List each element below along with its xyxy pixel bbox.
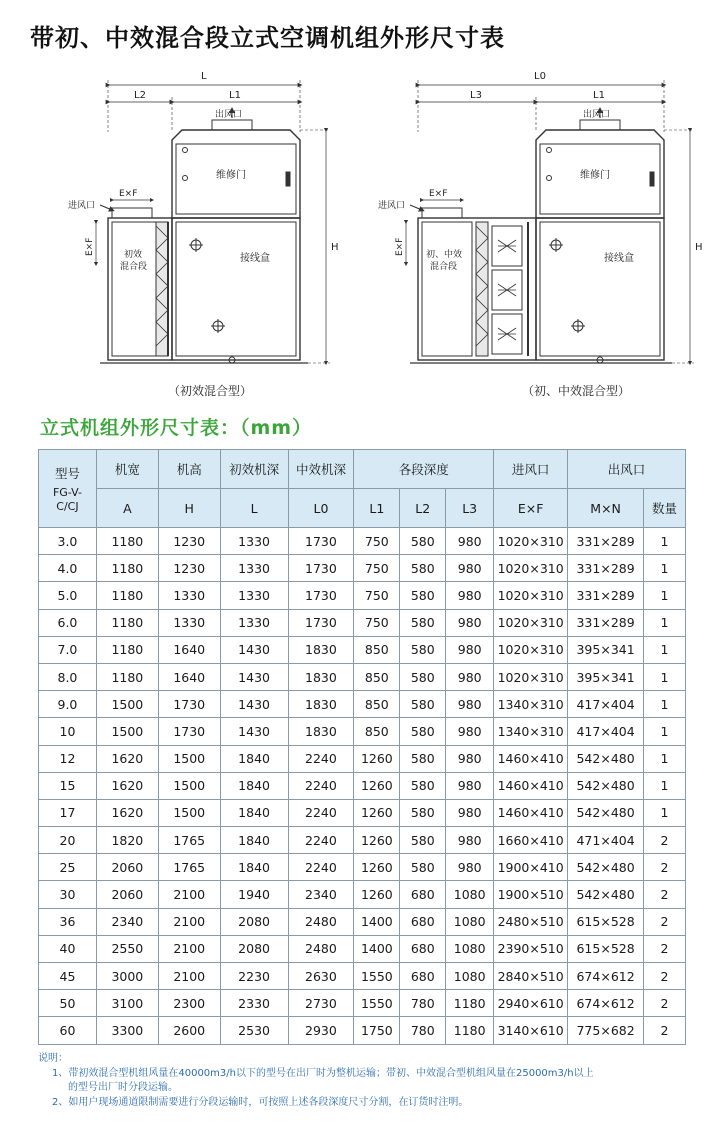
header-width: 机宽 [96, 450, 158, 489]
table-cell: 1080 [446, 935, 494, 962]
table-cell: 674×612 [568, 963, 644, 990]
table-cell: 2240 [288, 854, 354, 881]
table-cell: 1330 [220, 528, 288, 555]
table-cell: 1330 [158, 609, 220, 636]
table-cell: 1460×410 [494, 745, 568, 772]
unit-drawings [0, 60, 720, 405]
table-cell: 2240 [288, 799, 354, 826]
table-row [39, 963, 686, 990]
table-cell: 750 [354, 555, 400, 582]
table-row [39, 935, 686, 962]
outlet-label: 出风口 [215, 110, 243, 120]
table-cell: 580 [400, 772, 446, 799]
table-cell: 680 [400, 908, 446, 935]
table-cell: 2060 [96, 854, 158, 881]
table-cell: 542×480 [568, 854, 644, 881]
table-cell: 680 [400, 935, 446, 962]
table-cell: 1730 [288, 582, 354, 609]
table-row [39, 582, 686, 609]
header-MxN: M×N [568, 489, 644, 528]
table-cell: 2 [644, 881, 686, 908]
table-cell: 1180 [96, 555, 158, 582]
header-L0: L0 [288, 489, 354, 528]
table-cell: 1900×410 [494, 854, 568, 881]
table-cell: 1 [644, 636, 686, 663]
dim-H: H [695, 242, 703, 253]
table-cell: 1840 [220, 799, 288, 826]
table-cell: 980 [446, 636, 494, 663]
table-cell: 850 [354, 691, 400, 718]
table-cell: 10 [39, 718, 97, 745]
table-cell: 2240 [288, 745, 354, 772]
table-cell: 1830 [288, 718, 354, 745]
table-cell: 2 [644, 963, 686, 990]
table-cell: 680 [400, 881, 446, 908]
table-cell: 1830 [288, 663, 354, 690]
table-row [39, 772, 686, 799]
table-cell: 1230 [158, 528, 220, 555]
table-cell: 2100 [158, 963, 220, 990]
table-cell: 1730 [288, 609, 354, 636]
mix-label-1: 初效 [124, 250, 143, 260]
dim-L0: L0 [534, 71, 546, 82]
table-cell: 1640 [158, 663, 220, 690]
table-cell: 1 [644, 799, 686, 826]
table-cell: 750 [354, 582, 400, 609]
exf-label: E×F [119, 189, 138, 199]
table-cell: 2 [644, 827, 686, 854]
note-2: 2、如用户现场通道限制需要进行分段运输时，可按照上述各段深度尺寸分割，在订货时注明。 [52, 1096, 469, 1108]
exf-vertical-label: E×F [85, 237, 95, 256]
table-cell: 2 [644, 908, 686, 935]
dim-L1: L1 [229, 90, 241, 101]
table-cell: 2930 [288, 1017, 354, 1044]
mix-label-2: 混合段 [120, 262, 148, 272]
table-body [39, 528, 686, 1045]
dimension-table [38, 449, 686, 1045]
table-cell: 542×480 [568, 881, 644, 908]
header-L: L [220, 489, 288, 528]
table-cell: 1 [644, 609, 686, 636]
right-caption: （初、中效混合型） [522, 384, 631, 398]
table-row [39, 609, 686, 636]
table-cell: 1500 [96, 691, 158, 718]
table-cell: 1020×310 [494, 609, 568, 636]
table-cell: 2300 [158, 990, 220, 1017]
table-cell: 2340 [288, 881, 354, 908]
table-cell: 680 [400, 963, 446, 990]
table-row [39, 528, 686, 555]
table-subtitle: 立式机组外形尺寸表：（mm） [40, 417, 313, 439]
table-cell: 580 [400, 528, 446, 555]
table-cell: 60 [39, 1017, 97, 1044]
table-cell: 2630 [288, 963, 354, 990]
table-row [39, 745, 686, 772]
table-cell: 580 [400, 609, 446, 636]
table-cell: 1330 [158, 582, 220, 609]
header-model [39, 450, 97, 528]
table-cell: 1730 [158, 691, 220, 718]
exf-vertical-label: E×F [395, 237, 405, 256]
table-cell: 1940 [220, 881, 288, 908]
table-cell: 1020×310 [494, 528, 568, 555]
table-cell: 780 [400, 1017, 446, 1044]
header-model-label: 型号 [54, 465, 80, 481]
table-cell: 3300 [96, 1017, 158, 1044]
table-cell: 2080 [220, 908, 288, 935]
table-row [39, 854, 686, 881]
table-cell: 850 [354, 718, 400, 745]
dim-L: L [201, 71, 207, 82]
table-cell: 750 [354, 609, 400, 636]
table-cell: 2480×510 [494, 908, 568, 935]
header-L2: L2 [400, 489, 446, 528]
table-cell: 980 [446, 555, 494, 582]
table-cell: 1080 [446, 963, 494, 990]
mix-label-2: 混合段 [430, 262, 458, 272]
model-code: FG-V-C/CJ [52, 485, 82, 513]
table-cell: 1840 [220, 827, 288, 854]
table-cell: 980 [446, 745, 494, 772]
table-cell: 2940×610 [494, 990, 568, 1017]
table-cell: 1500 [96, 718, 158, 745]
table-cell: 2 [644, 854, 686, 881]
table-cell: 980 [446, 582, 494, 609]
header-height: 机高 [158, 450, 220, 489]
table-cell: 417×404 [568, 691, 644, 718]
table-cell: 1430 [220, 691, 288, 718]
mix-label-1: 初、中效 [426, 250, 463, 260]
header-medium-depth: 中效机深 [288, 450, 354, 489]
table-cell: 2240 [288, 772, 354, 799]
table-cell: 1830 [288, 691, 354, 718]
table-cell: 8.0 [39, 663, 97, 690]
table-cell: 1620 [96, 745, 158, 772]
table-cell: 9.0 [39, 691, 97, 718]
table-cell: 1765 [158, 854, 220, 881]
table-cell: 1020×310 [494, 636, 568, 663]
table-cell: 36 [39, 908, 97, 935]
table-row [39, 718, 686, 745]
table-cell: 2730 [288, 990, 354, 1017]
notes-heading: 说明： [38, 1053, 68, 1064]
table-cell: 1180 [96, 636, 158, 663]
door-label: 维修门 [216, 170, 246, 181]
table-cell: 5.0 [39, 582, 97, 609]
table-cell: 2080 [220, 935, 288, 962]
header-A: A [96, 489, 158, 528]
table-cell: 542×480 [568, 772, 644, 799]
table-cell: 850 [354, 663, 400, 690]
table-cell: 580 [400, 555, 446, 582]
table-row [39, 555, 686, 582]
table-cell: 1020×310 [494, 555, 568, 582]
table-cell: 1260 [354, 827, 400, 854]
table-cell: 580 [400, 636, 446, 663]
table-cell: 775×682 [568, 1017, 644, 1044]
table-cell: 2330 [220, 990, 288, 1017]
table-cell: 1820 [96, 827, 158, 854]
table-cell: 395×341 [568, 663, 644, 690]
table-cell: 1500 [158, 799, 220, 826]
junction-box-label: 接线盒 [240, 253, 270, 264]
table-cell: 615×528 [568, 935, 644, 962]
table-cell: 1260 [354, 745, 400, 772]
header-L1: L1 [354, 489, 400, 528]
table-cell: 1840 [220, 854, 288, 881]
table-cell: 1730 [158, 718, 220, 745]
table-cell: 1730 [288, 555, 354, 582]
table-row [39, 881, 686, 908]
table-cell: 2230 [220, 963, 288, 990]
table-cell: 3.0 [39, 528, 97, 555]
table-cell: 1660×410 [494, 827, 568, 854]
table-cell: 980 [446, 827, 494, 854]
table-cell: 395×341 [568, 636, 644, 663]
table-cell: 580 [400, 718, 446, 745]
table-cell: 1180 [96, 609, 158, 636]
header-H: H [158, 489, 220, 528]
table-cell: 1080 [446, 908, 494, 935]
table-cell: 1840 [220, 772, 288, 799]
table-cell: 6.0 [39, 609, 97, 636]
table-cell: 20 [39, 827, 97, 854]
table-cell: 1260 [354, 854, 400, 881]
table-row [39, 636, 686, 663]
inlet-label: 进风口 [68, 201, 96, 211]
header-section-depth: 各段深度 [354, 450, 494, 489]
table-cell: 674×612 [568, 990, 644, 1017]
table-cell: 1020×310 [494, 582, 568, 609]
table-cell: 1 [644, 772, 686, 799]
header-qty: 数量 [644, 489, 686, 528]
table-cell: 1830 [288, 636, 354, 663]
table-cell: 1180 [96, 528, 158, 555]
table-cell: 2060 [96, 881, 158, 908]
table-cell: 1430 [220, 718, 288, 745]
table-cell: 1180 [96, 582, 158, 609]
table-cell: 980 [446, 799, 494, 826]
left-caption: （初效混合型） [168, 384, 253, 398]
table-cell: 7.0 [39, 636, 97, 663]
door-label: 维修门 [580, 170, 610, 181]
table-cell: 1260 [354, 772, 400, 799]
table-cell: 980 [446, 691, 494, 718]
table-cell: 1 [644, 718, 686, 745]
table-cell: 1430 [220, 663, 288, 690]
table-cell: 980 [446, 718, 494, 745]
header-L3: L3 [446, 489, 494, 528]
dim-L1: L1 [593, 90, 605, 101]
table-cell: 1765 [158, 827, 220, 854]
dim-H: H [331, 242, 339, 253]
table-row [39, 827, 686, 854]
header-ExF: E×F [494, 489, 568, 528]
table-row [39, 990, 686, 1017]
notes [38, 1052, 594, 1110]
table-cell: 1640 [158, 636, 220, 663]
table-cell: 1460×410 [494, 772, 568, 799]
table-cell: 1400 [354, 908, 400, 935]
table-cell: 580 [400, 582, 446, 609]
left-drawing [96, 80, 330, 363]
table-cell: 1730 [288, 528, 354, 555]
table-subheader-row [39, 489, 686, 528]
table-cell: 980 [446, 609, 494, 636]
table-cell: 17 [39, 799, 97, 826]
table-cell: 2480 [288, 935, 354, 962]
inlet-label: 进风口 [378, 201, 406, 211]
table-cell: 580 [400, 691, 446, 718]
table-cell: 1340×310 [494, 718, 568, 745]
table-cell: 331×289 [568, 609, 644, 636]
table-cell: 980 [446, 663, 494, 690]
table-cell: 850 [354, 636, 400, 663]
table-cell: 542×480 [568, 799, 644, 826]
table-cell: 3140×610 [494, 1017, 568, 1044]
table-cell: 471×404 [568, 827, 644, 854]
table-cell: 1080 [446, 881, 494, 908]
table-cell: 980 [446, 854, 494, 881]
table-cell: 2480 [288, 908, 354, 935]
table-cell: 1 [644, 663, 686, 690]
table-cell: 50 [39, 990, 97, 1017]
table-cell: 542×480 [568, 745, 644, 772]
table-row [39, 691, 686, 718]
table-cell: 580 [400, 854, 446, 881]
table-cell: 1620 [96, 799, 158, 826]
table-cell: 1 [644, 745, 686, 772]
table-cell: 1500 [158, 745, 220, 772]
table-cell: 331×289 [568, 582, 644, 609]
junction-box-label: 接线盒 [604, 253, 634, 264]
table-cell: 2 [644, 935, 686, 962]
table-cell: 1550 [354, 990, 400, 1017]
table-cell: 615×528 [568, 908, 644, 935]
table-cell: 1750 [354, 1017, 400, 1044]
table-cell: 1180 [96, 663, 158, 690]
table-cell: 1550 [354, 963, 400, 990]
header-inlet: 进风口 [494, 450, 568, 489]
table-cell: 1 [644, 582, 686, 609]
page-title: 带初、中效混合段立式空调机组外形尺寸表 [30, 24, 505, 52]
table-cell: 1400 [354, 935, 400, 962]
table-cell: 1 [644, 528, 686, 555]
table-cell: 1900×510 [494, 881, 568, 908]
table-cell: 2100 [158, 908, 220, 935]
table-cell: 1840 [220, 745, 288, 772]
table-cell: 331×289 [568, 528, 644, 555]
table-row [39, 908, 686, 935]
table-cell: 780 [400, 990, 446, 1017]
table-cell: 331×289 [568, 555, 644, 582]
table-cell: 1330 [220, 609, 288, 636]
table-cell: 2390×510 [494, 935, 568, 962]
dim-L2: L2 [134, 90, 146, 101]
table-cell: 1230 [158, 555, 220, 582]
table-cell: 1430 [220, 636, 288, 663]
table-cell: 1260 [354, 799, 400, 826]
outlet-label: 出风口 [583, 110, 611, 120]
table-cell: 15 [39, 772, 97, 799]
table-cell: 580 [400, 799, 446, 826]
table-cell: 40 [39, 935, 97, 962]
table-row [39, 799, 686, 826]
table-cell: 2 [644, 990, 686, 1017]
table-cell: 1020×310 [494, 663, 568, 690]
table-cell: 2550 [96, 935, 158, 962]
table-cell: 4.0 [39, 555, 97, 582]
table-cell: 2840×510 [494, 963, 568, 990]
dim-L3: L3 [470, 90, 482, 101]
table-cell: 2 [644, 1017, 686, 1044]
table-cell: 1330 [220, 555, 288, 582]
table-cell: 1460×410 [494, 799, 568, 826]
note-1-cont: 的型号出厂时分段运输。 [68, 1082, 178, 1093]
table-header-row [39, 450, 686, 489]
table-cell: 417×404 [568, 718, 644, 745]
table-cell: 750 [354, 528, 400, 555]
table-row [39, 1017, 686, 1044]
table-cell: 45 [39, 963, 97, 990]
table-cell: 1260 [354, 881, 400, 908]
table-cell: 2100 [158, 935, 220, 962]
table-cell: 1340×310 [494, 691, 568, 718]
table-cell: 2530 [220, 1017, 288, 1044]
table-cell: 580 [400, 827, 446, 854]
table-cell: 25 [39, 854, 97, 881]
table-cell: 1330 [220, 582, 288, 609]
exf-label: E×F [429, 189, 448, 199]
table-cell: 1 [644, 555, 686, 582]
header-outlet: 出风口 [568, 450, 686, 489]
table-cell: 980 [446, 772, 494, 799]
table-cell: 980 [446, 528, 494, 555]
note-1: 1、带初效混合型机组风量在40000m3/h以下的型号在出厂时为整机运输；带初、中效混合型机组风量在25000m3/h以上 [52, 1067, 594, 1079]
right-drawing [406, 80, 694, 363]
table-cell: 1 [644, 691, 686, 718]
table-cell: 1180 [446, 990, 494, 1017]
table-cell: 30 [39, 881, 97, 908]
table-cell: 1500 [158, 772, 220, 799]
table-row [39, 663, 686, 690]
table-cell: 1180 [446, 1017, 494, 1044]
table-cell: 2240 [288, 827, 354, 854]
table-cell: 580 [400, 663, 446, 690]
table-cell: 580 [400, 745, 446, 772]
table-cell: 3000 [96, 963, 158, 990]
table-cell: 1620 [96, 772, 158, 799]
table-cell: 2600 [158, 1017, 220, 1044]
table-cell: 3100 [96, 990, 158, 1017]
table-cell: 12 [39, 745, 97, 772]
table-cell: 2340 [96, 908, 158, 935]
header-primary-depth: 初效机深 [220, 450, 288, 489]
table-cell: 2100 [158, 881, 220, 908]
